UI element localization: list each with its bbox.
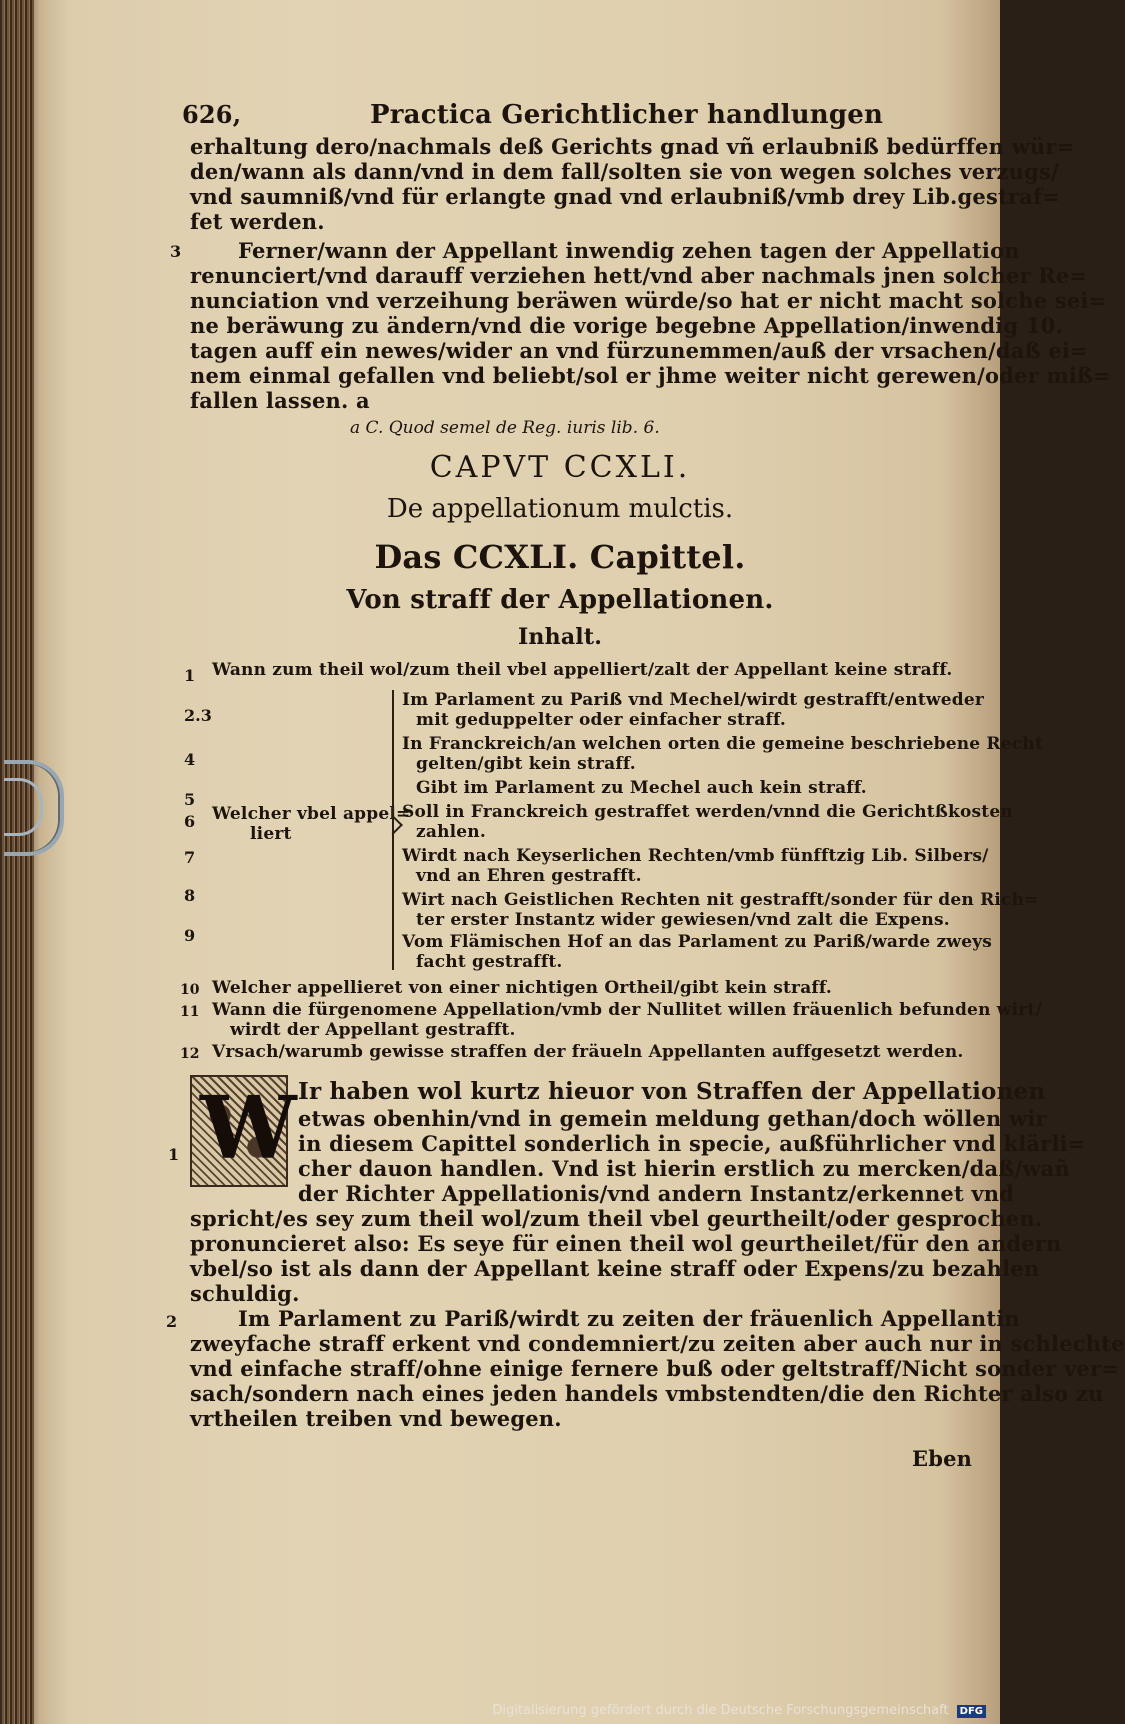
- text-line: zweyfache straff erkent vnd condemniert/zu zeiten aber auch nur in schlechte: [190, 1331, 1125, 1356]
- text-line: pronuncieret also: Es seye für einen theil wol geurtheilet/für den andern: [190, 1231, 1062, 1256]
- summary-item: zahlen.: [416, 822, 486, 842]
- summary-item: mit geduppelter oder einfacher straff.: [416, 710, 786, 730]
- dfg-logo: DFG: [957, 1705, 986, 1718]
- summary-item: Soll in Franckreich gestraffet werden/vnnd die Gerichtßkosten: [402, 802, 1013, 822]
- text-line: cher dauon handlen. Vnd ist hierin erstlich zu mercken/daß/wañ: [298, 1156, 1070, 1181]
- text-line: sach/sondern nach eines jeden handels vmbstendten/die den Richter also zu: [190, 1381, 1104, 1406]
- brace-label: Welcher vbel appel=: [212, 804, 411, 824]
- text-line: den/wann als dann/vnd in dem fall/solten sie von wegen solches verzugs/: [190, 159, 1059, 184]
- footer-credit: Digitalisierung gefördert durch die Deutsche Forschungsgemeinschaft: [492, 1703, 949, 1718]
- summary-item: Welcher appellieret von einer nichtigen Ortheil/gibt kein straff.: [212, 978, 832, 998]
- summary-item: Im Parlament zu Pariß vnd Mechel/wirdt gestrafft/entweder: [402, 690, 984, 710]
- text-line: tagen auff ein newes/wider an vnd fürzunemmen/auß der vrsachen/daß ei=: [190, 338, 1088, 363]
- latin-chapter-subtitle: De appellationum mulctis.: [386, 494, 734, 524]
- text-line: renunciert/vnd darauff verziehen hett/vnd aber nachmals jnen solcher Re=: [190, 263, 1088, 288]
- text-line: spricht/es sey zum theil wol/zum theil vbel geurtheilt/oder gesprochen.: [190, 1206, 1043, 1231]
- book-page-edges: [0, 0, 34, 1724]
- text-line: etwas obenhin/vnd in gemein meldung gethan/doch wöllen wir: [298, 1106, 1047, 1131]
- summary-number: 7: [184, 848, 196, 867]
- summary-item: vnd an Ehren gestrafft.: [416, 866, 642, 886]
- summary-item: ter erster Instantz wider gewiesen/vnd zalt die Expens.: [416, 910, 950, 930]
- margin-number: 2: [166, 1312, 178, 1331]
- catchword: Eben: [912, 1446, 973, 1471]
- text-block: [166, 100, 1125, 1471]
- contents-label: Inhalt.: [517, 624, 603, 650]
- text-line: schuldig.: [190, 1281, 300, 1306]
- text-line: nunciation vnd verzeihung beräwen würde/so hat er nicht macht solche sei=: [190, 288, 1107, 313]
- text-line: erhaltung dero/nachmals deß Gerichts gnad vñ erlaubniß bedürffen wür=: [190, 134, 1075, 159]
- initial-letter: W: [200, 1078, 297, 1179]
- summary-number: 5: [184, 790, 196, 809]
- text-line: vnd saumniß/vnd für erlangte gnad vnd erlaubniß/vmb drey Lib.gestraf=: [190, 184, 1061, 209]
- margin-number: 3: [170, 242, 182, 261]
- summary-number: 9: [184, 926, 196, 945]
- summary-number: 4: [184, 750, 196, 769]
- text-line: in diesem Capittel sonderlich in specie, außführlicher vnd klärli=: [298, 1131, 1086, 1156]
- summary-number: 1: [184, 666, 196, 685]
- footnote: a C. Quod semel de Reg. iuris lib. 6.: [350, 418, 660, 438]
- paper-clip-inner: [4, 778, 43, 836]
- summary-number: 11: [180, 1004, 200, 1020]
- text-line: fet werden.: [190, 209, 325, 234]
- summary-item: facht gestrafft.: [416, 952, 563, 972]
- running-title: Practica Gerichtlicher handlungen: [370, 100, 884, 130]
- text-line: vnd einfache straff/ohne einige fernere buß oder geltstraff/Nicht sonder ver=: [190, 1356, 1120, 1381]
- text-line: der Richter Appellationis/vnd andern Instantz/erkennet vnd: [298, 1181, 1015, 1206]
- summary-number: 2.3: [184, 706, 212, 725]
- summary-number: 6: [184, 812, 196, 831]
- summary-item: Wann zum theil wol/zum theil vbel appelliert/zalt der Appellant keine straff.: [212, 660, 953, 680]
- page-number: 626,: [182, 100, 242, 129]
- summary-number: 12: [180, 1046, 200, 1062]
- summary-item: Wann die fürgenomene Appellation/vmb der Nullitet willen fräuenlich befunden wirt/: [212, 1000, 1042, 1020]
- german-chapter-subtitle: Von straff der Appellationen.: [346, 585, 774, 615]
- summary-item: Gibt im Parlament zu Mechel auch kein straff.: [416, 778, 867, 798]
- latin-chapter-heading: CAPVT CCXLI.: [429, 450, 691, 485]
- text-line: vrtheilen treiben vnd bewegen.: [190, 1406, 562, 1431]
- summary-item: Wirdt nach Keyserlichen Rechten/vmb fünfftzig Lib. Silbers/: [402, 846, 989, 866]
- text-line: Ferner/wann der Appellant inwendig zehen tagen der Appellation: [238, 238, 1020, 263]
- digitization-footer: [492, 1703, 986, 1718]
- margin-number: 1: [168, 1145, 180, 1164]
- text-line: fallen lassen. a: [190, 388, 370, 413]
- text-line: nem einmal gefallen vnd beliebt/sol er jhme weiter nicht gerewen/oder miß=: [190, 363, 1111, 388]
- text-line: Ir haben wol kurtz hieuor von Straffen der Appellationen: [298, 1078, 1046, 1105]
- summary-item: Vom Flämischen Hof an das Parlament zu Pariß/warde zweys: [402, 932, 993, 952]
- summary-item: In Franckreich/an welchen orten die gemeine beschriebene Recht: [402, 734, 1043, 754]
- summary-item: Vrsach/warumb gewisse straffen der fräueln Appellanten auffgesetzt werden.: [212, 1042, 964, 1062]
- summary-item: Wirt nach Geistlichen Rechten nit gestrafft/sonder für den Rich=: [402, 890, 1039, 910]
- summary-item: wirdt der Appellant gestrafft.: [230, 1020, 516, 1040]
- summary-number: 10: [180, 982, 200, 998]
- brace-label: liert: [250, 824, 292, 844]
- summary-item: gelten/gibt kein straff.: [416, 754, 636, 774]
- text-line: Im Parlament zu Pariß/wirdt zu zeiten der fräuenlich Appellantin: [238, 1306, 1020, 1331]
- text-line: vbel/so ist als dann der Appellant keine straff oder Expens/zu bezahlen: [190, 1256, 1040, 1281]
- text-line: ne beräwung zu ändern/vnd die vorige begebne Appellation/inwendig 10.: [190, 313, 1063, 338]
- summary-number: 8: [184, 886, 196, 905]
- german-chapter-heading: Das CCXLI. Capittel.: [374, 538, 746, 576]
- decorated-initial: [190, 1075, 297, 1187]
